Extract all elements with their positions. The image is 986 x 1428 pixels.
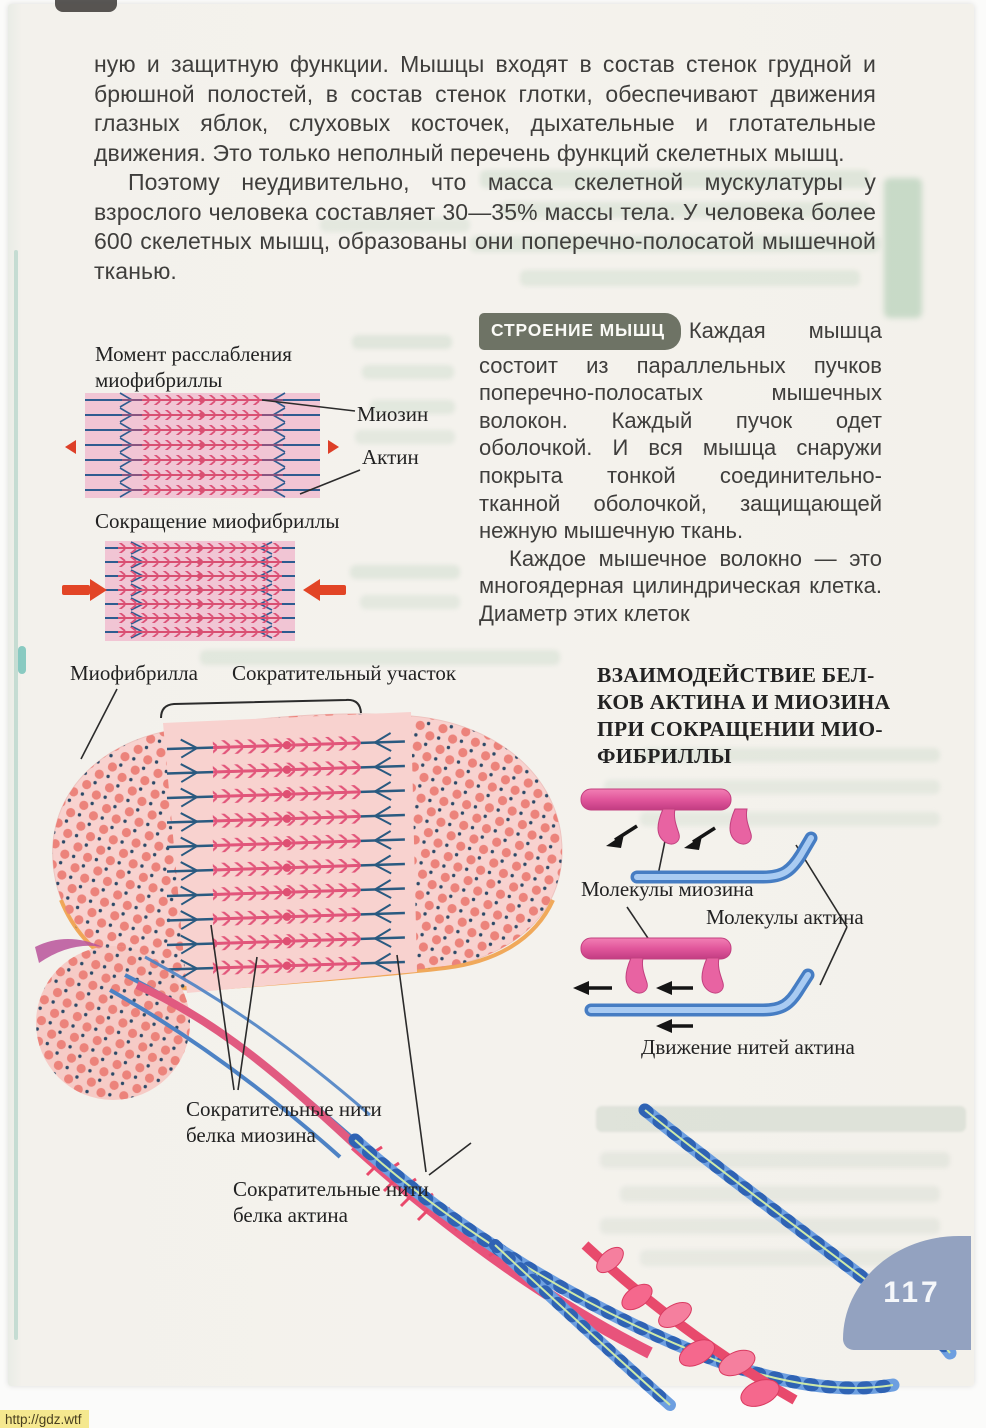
intro-paragraph-2: Поэтому неудивительно, что масса скелетной мускулатуры у взрослого человека составляет 30—35% массы тела. У человека более 600 скелетных мышц, образованы они поперечно-полосатой мышечной тканью. <box>94 169 876 284</box>
myosin-label: Миозин <box>357 402 429 426</box>
page-number: 117 <box>883 1276 941 1309</box>
structure-paragraph-2: Каждое мышечное волокно — это многоядерная цилиндрическая клетка. Диаметр этих клеток <box>479 545 882 626</box>
myofibril-relaxed-diagram <box>62 390 362 515</box>
interaction-title: ВЗАИМОДЕЙСТВИЕ БЕЛ- КОВ АКТИНА И МИОЗИНА ПРИ СОКРАЩЕНИИ МИО- ФИБРИЛЛЫ <box>597 663 891 768</box>
contractile-section-label: Сократительный участок <box>232 661 457 685</box>
stretch-left-arrow-icon <box>65 440 76 454</box>
interaction-diagram-attached <box>573 938 808 1033</box>
structure-paragraph-1-text: Каждая мышца состоит из параллельных пучков поперечно-полосатых мышечных волокон. Каждый пучок одет оболочкой. И вся мышца снаружи покрыта тонкой соединительно-тканной оболочкой, защищающей нежную мышечную ткань. <box>479 318 882 544</box>
contraction-caption: Сокращение миофибриллы <box>95 509 340 533</box>
myofibril-contracted-diagram <box>60 538 360 650</box>
myosin-filaments-label: Сократительные нити белка миозина <box>186 1097 382 1147</box>
myosin-molecules-label: Молекулы миозина <box>581 877 754 901</box>
myofibril-figure-label: Миофибрилла <box>70 661 198 685</box>
intro-paragraph-1: ную и защитную функции. Мышцы входят в состав стенок грудной и брюшной полостей, в состав стенок глотки, обеспечивают движения глазных яблок, слуховых косточек, дыхательные и глотательные движения. Это только неполный перечень функций скелетных мышц. <box>94 51 876 166</box>
stretch-right-arrow-icon <box>328 440 339 454</box>
compress-left-arrow-icon <box>62 579 107 601</box>
actin-molecules-label: Молекулы актина <box>706 905 864 929</box>
actin-label: Актин <box>362 445 419 469</box>
structure-paragraph-1 <box>479 315 882 545</box>
relaxation-caption: Момент расслабления миофибриллы <box>95 342 292 392</box>
myosin-magnified <box>585 1243 795 1412</box>
intro-text <box>94 50 876 286</box>
watermark: http://gdz.wtf <box>0 1410 89 1428</box>
compress-right-arrow-icon <box>303 579 346 601</box>
section-badge: СТРОЕНИЕ МЫШЦ <box>479 313 681 350</box>
actin-movement-label: Движение нитей актина <box>641 1035 855 1059</box>
structure-section <box>479 315 882 628</box>
interaction-diagram-detached <box>581 789 811 877</box>
actin-filaments-label: Сократительные нити белка актина <box>233 1177 429 1227</box>
